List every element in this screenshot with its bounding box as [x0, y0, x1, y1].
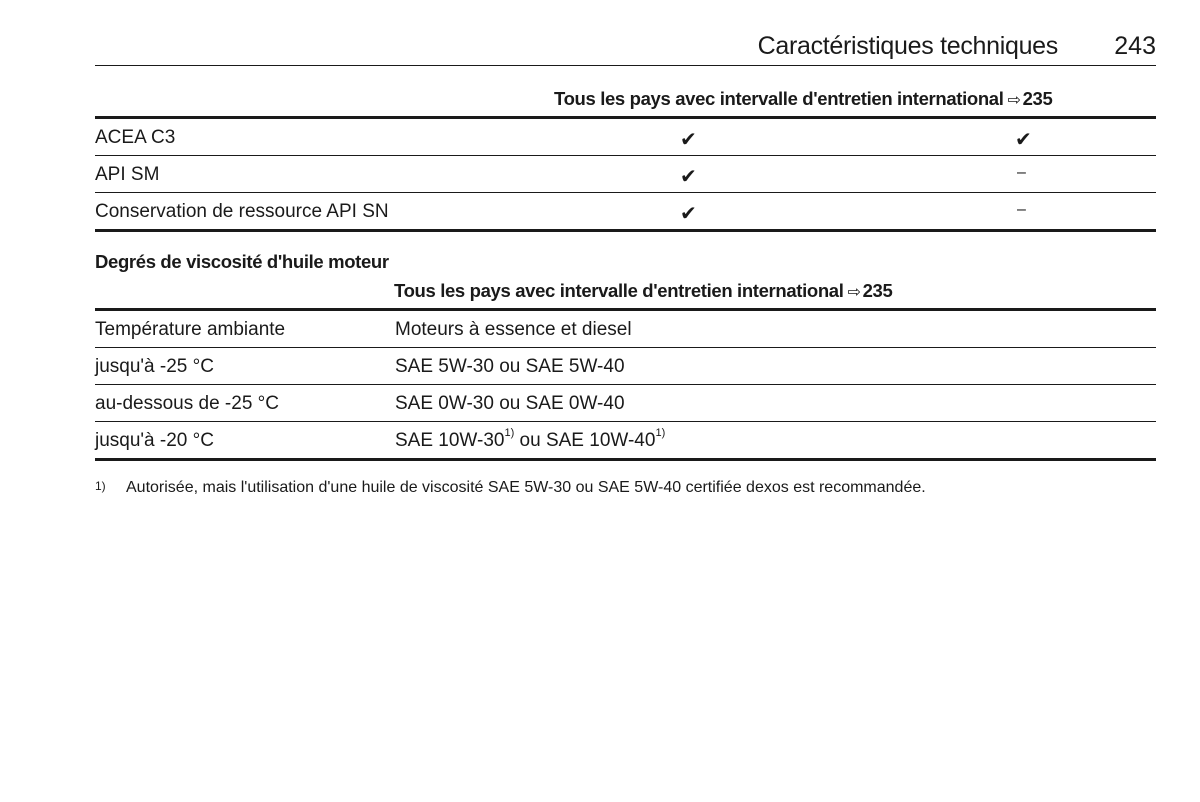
row-label: jusqu'à -25 °C: [95, 356, 214, 377]
row-label: API SM: [95, 164, 160, 185]
column-header: Tous les pays avec intervalle d'entretien international ⇨ 235: [394, 280, 893, 301]
check-icon: ✔: [680, 166, 697, 188]
footnote-ref: 1): [504, 427, 515, 439]
table-row: [95, 193, 1156, 232]
column-header: Tous les pays avec intervalle d'entretien international ⇨ 235: [554, 88, 1053, 109]
row-label: jusqu'à -20 °C: [95, 430, 214, 451]
viscosity-heading: Degrés de viscosité d'huile moteur: [95, 251, 389, 272]
footnote-text: Autorisée, mais l'utilisation d'une huile de viscosité SAE 5W-30 ou SAE 5W-40 certifiée dexos est recommandée.: [126, 479, 926, 496]
page-number: 243: [1114, 32, 1156, 60]
oil-spec-table-header: [95, 88, 1156, 119]
viscosity-table: [95, 280, 1156, 461]
table-row: [95, 348, 1156, 385]
row-value: SAE 0W-30 ou SAE 0W-40: [395, 393, 625, 414]
dash-mark: –: [1017, 164, 1026, 181]
viscosity-table-header: [95, 280, 1156, 311]
reference-arrow-icon: ⇨: [847, 284, 861, 301]
row-value: SAE 10W-30$^{1)}$ ou SAE 10W-40$^{1)}$: [395, 427, 666, 451]
table-row: [95, 119, 1156, 156]
dash-mark: –: [1017, 201, 1026, 218]
row-value: SAE 5W-30 ou SAE 5W-40: [395, 356, 625, 377]
footnote-marker: 1): [95, 479, 106, 493]
table-row: [95, 311, 1156, 348]
page-reference: 235: [1022, 88, 1053, 109]
check-icon: ✔: [680, 129, 697, 151]
check-icon: ✔: [1015, 129, 1032, 151]
reference-arrow-icon: ⇨: [1007, 92, 1021, 109]
footnote-ref: 1): [655, 427, 666, 439]
oil-spec-table: [95, 88, 1156, 232]
table-row: [95, 422, 1156, 461]
running-header: [95, 30, 1156, 66]
row-label: au-dessous de -25 °C: [95, 393, 279, 414]
section-title: Caractéristiques techniques: [757, 32, 1058, 60]
row-label: Conservation de ressource API SN: [95, 201, 389, 222]
check-icon: ✔: [680, 203, 697, 225]
table-row: [95, 156, 1156, 193]
manual-page: [95, 0, 1156, 802]
row-value: Moteurs à essence et diesel: [395, 319, 632, 340]
table-row: [95, 385, 1156, 422]
page-reference: 235: [862, 280, 893, 301]
row-label: Température ambiante: [95, 319, 286, 340]
row-label: ACEA C3: [95, 127, 176, 148]
